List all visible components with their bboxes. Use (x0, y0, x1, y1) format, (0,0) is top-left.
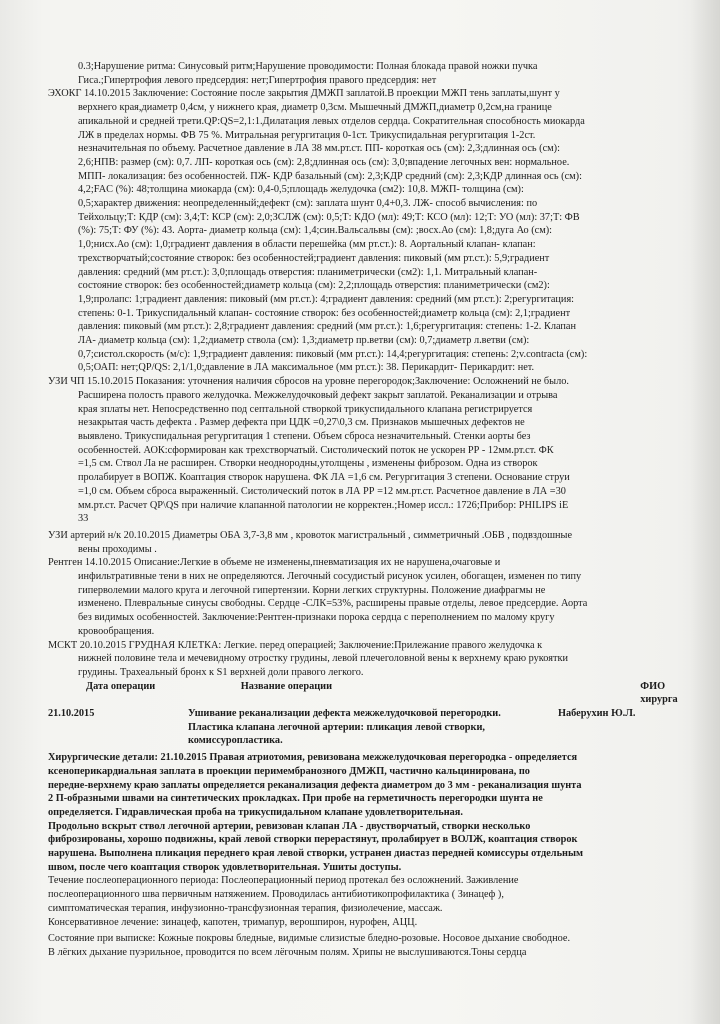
text-line: Расширена полость правого желудочка. Межжелудочковый дефект закрыт заплатой. Реканализации и отрыва (78, 389, 558, 401)
text-line: УЗИ ЧП 15.10.2015 Показания: уточнения наличия сбросов на уровне перегородок;Заключение: Осложнений не было. (48, 376, 569, 388)
text-line: нижней половине тела и мечевидному отростку грудины, левой плечеголовной вены к верхнему краю рукоятки (78, 653, 568, 665)
text-line: Рентген 14.10.2015 Описание:Легкие в объеме не изменены,пневматизация их не нарушена,очаговые и (48, 557, 501, 569)
text-line: мм.рт.ст. Расчет QP\QS при наличие клапанной патологии не корректен.;Номер иссл.: 1726;Прибор: PHILIPS iE (78, 499, 569, 511)
header-surgeon: ФИО хирурга (640, 680, 678, 706)
text-line: передне-верхнему краю заплаты определяется реканализация дефекта диаметром до 3 мм - реканализация шунта (48, 779, 582, 791)
text-line: швом, после чего коаптация створок удовлетворительная. Ушиты доступы. (48, 861, 402, 873)
text-line: ксеноперикардиальная заплата в проекции перимембранозного ДМЖП, частично кальцинирована, по (48, 765, 530, 777)
document-body (48, 60, 698, 960)
text-line: вены проходимы . (78, 543, 157, 555)
text-line: =1,5 см. Ствол Ла не расширен. Створки неоднородны,утолщены , изменены фиброзом. Одна из створок (78, 458, 538, 470)
text-line: Консервативное лечение: зинацеф, капотен, тримапур, верошпирон, нурофен, АЦЦ. (48, 916, 418, 928)
exam-results-section (48, 60, 698, 680)
text-line: давления: пиковый (мм рт.ст.): 2,8;градиент давления: средний (мм рт.ст.): 1,6;регургитация: степень: 1-2. Клапан (78, 321, 576, 333)
text-line: инфильтративные тени в них не определяются. Легочный сосудистый рисунок усилен, обогащен, изменен по типу (78, 571, 582, 583)
text-line: =1,0 см. Объем сброса выраженный. Систолический поток в ЛА РР =12 мм.рт.ст. Расчетное давление в ЛА =30 (78, 485, 566, 497)
header-operation-name: Название операции (240, 680, 333, 692)
text-line: 2,6;НПВ: размер (см): 0,7. ЛП- короткая ось (см): 2,8;длинная ось (см): 3,0;впадение легочных вен: нормальное. (78, 156, 570, 168)
text-line: степень: 0-1. Трикуспидальный клапан- состояние створок: без особенностей;диаметр кольца (см): 2,1;градиент (78, 307, 571, 319)
text-line: незначительная по объему. Расчетное давление в ЛА 38 мм.рт.ст. ПП- короткая ось (см): 2,3;длинная ось (см): (78, 143, 560, 155)
text-line: (%): 75;Т: ФУ (%): 43. Аорта- диаметр кольца (см): 1,4;син.Вальсальвы (см): ;восх.Ао (см): 1,8;дуга Ао (см): (78, 225, 553, 237)
text-line: верхнего края,диаметр 0,4см, у нижнего края, диаметр 0,3см. Мышечный ДМЖП,диаметр 0,2см,на границе (78, 102, 552, 114)
text-line: ЛА- диаметр кольца (см): 1,2;диаметр ствола (см): 1,3;диаметр пр.ветви (см): 0,7;диаметр л.ветви (см): (78, 335, 530, 347)
text-line: фиброзированы, хорошо подвижны, край левой створки перерастянут, пролабирует в ВОЛЖ, коаптация створок (48, 834, 578, 846)
text-line: 2 П-образными швами на синтетических прокладках. При пробе на герметичность перегородки шунта не (48, 793, 543, 805)
text-line: края зплаты нет. Непосредственно под септальной створкой трикуспидального клапана регистрируется (78, 403, 533, 415)
text-line: кровообращения. (78, 625, 155, 637)
text-line: определяется. Гидравлическая проба на трикуспидальном клапане удовлетворительная. (48, 806, 463, 818)
text-line: пролабирует в ВОПЖ. Коаптация створок нарушена. ФК ЛА =1,6 см. Регургитация 3 степени. Основание струи (78, 472, 570, 484)
text-line: гиперволемии малого круга и легочной гипертензии. Корни легких структурны. Положение диафрагмы не (78, 584, 546, 596)
text-line: 0,5;ОАП: нет;QP/QS: 2,1/1,0;давление в ЛА максимальное (мм рт.ст.): 38. Перикардит- Перикардит: нет. (78, 362, 535, 374)
postoperative-section (48, 874, 698, 959)
text-line: симптоматическая терапия, инфузионно-трансфузионная терапия, физиолечение, массаж. (48, 902, 443, 914)
text-line: Тейхольцу;Т: КДР (см): 3,4;Т: КСР (см): 2,0;ЗСЛЖ (см): 0,5;Т: КДО (мл): 49;Т: КСО (мл): 12;Т: УО (мл): 37;Т: ФВ (78, 211, 580, 223)
text-line: апикальной и средней трети.QP:QS=2,1:1.Дилатация левых отделов сердца. Сократительная способность миокарда (78, 115, 585, 127)
operation-date: 21.10.2015 (48, 708, 95, 720)
text-line: нарушена. Выполнена пликация переднего края левой створки, устранен диастаз передней комиссуры отдельным (48, 848, 584, 860)
text-line: изменено. Плевральные синусы свободны. Сердце -СЛК=53%, расширены правые отделы, левое предсердие. Аорта (78, 598, 588, 610)
operation-surgeon: Наберухин Ю.Л. (558, 708, 636, 720)
text-line: Состояние при выписке: Кожные покровы бледные, видимые слизистые бледно-розовые. Носовое дыхание свободное. (48, 933, 571, 945)
text-line: 1,9;пролапс: 1;градиент давления: пиковый (мм рт.ст.): 4;градиент давления: средний (мм рт.ст.): 2;регургитация: (78, 293, 575, 305)
text-line: ЭХОКГ 14.10.2015 Заключение: Состояние после закрытия ДМЖП заплатой.В проекции МЖП тень заплаты,шунт у (48, 88, 560, 100)
text-line: давления: средний (мм рт.ст.): 3,0;площадь отверстия: планиметрически (см2): 1,1. Митральный клапан- (78, 266, 538, 278)
text-line: незакрытая часть дефекта . Размер дефекта при ЦДК =0,27\0,3 см. Признаков мышечных дефектов не (78, 417, 525, 429)
text-line: без видимых особенностей. Заключение:Рентген-признаки порока сердца с переполнением по малому кругу (78, 612, 555, 624)
operation-name (188, 707, 558, 748)
text-line: выявлено. Трикуспидальная регургитация 1 степени. Объем сброса незначительный. Стенки аорты без (78, 430, 531, 442)
text-line: состояние створок: без особенностей;диаметр кольца (см): 2,2;площадь отверстия: планиметрически (см2): (78, 280, 550, 292)
text-line: 0,5;характер движения: неопределенный;дефект (см): заплата шунт 0,4+0,3. ЛЖ- способ вычисления: по (78, 198, 538, 210)
surgical-details-section (48, 751, 698, 874)
operation-name-line: Ушивание реканализации дефекта межжелудочковой перегородки. (188, 708, 501, 720)
text-line: 4,2;FAC (%): 48;толщина миокарда (см): 0,4-0,5;площадь желудочка (см2): 10,8. МЖП- толщина (см): (78, 184, 524, 196)
text-line: 1,0;нисх.Ао (см): 1,0;градиент давления в области перешейка (мм рт.ст.): 8. Аортальный клапан- клапан: (78, 239, 536, 251)
text-line: Гиса.;Гипертрофия левого предсердия: нет;Гипертрофия правого предсердия: нет (78, 74, 437, 86)
text-line: особенностей. АОК:сформирован как трехстворчатый. Систолический поток не ускорен РР - 12мм.рт.ст. ФК (78, 444, 554, 456)
text-line: послеоперационного шва первичным натяжением. Проводилась антибиотикопрофилактика ( Зинацеф ), (48, 889, 504, 901)
text-line: ЛЖ в пределах нормы. ФВ 75 %. Митральная регургитация 0-1ст. Трикуспидальная регургитация 1-2ст. (78, 129, 536, 141)
text-line: 0.3;Нарушение ритма: Синусовый ритм;Нарушение проводимости: Полная блокада правой ножки пучка (78, 61, 538, 72)
text-line: Течение послеоперационного периода: Послеоперационный период протекал без осложнений. Заживление (48, 875, 519, 887)
operations-table-header (48, 680, 698, 707)
text-line: Продольно вскрыт ствол легочной артерии, ревизован клапан ЛА - двустворчатый, створки несколько (48, 820, 531, 832)
text-line: Хирургические детали: 21.10.2015 Правая атриотомия, ревизована межжелудочковая перегородка - определяется (48, 752, 578, 764)
header-date: Дата операции (86, 680, 156, 692)
text-line: УЗИ артерий н/к 20.10.2015 Диаметры ОБА 3,7-3,8 мм , кровоток магистральный , симметричный .ОБВ , подвздошные (48, 529, 573, 541)
operation-row (48, 707, 698, 748)
operation-name-line: Пластика клапана легочной артерии: пликация левой створки, (188, 721, 485, 733)
operation-name-line: комиссуропластика. (188, 735, 283, 747)
text-line: 33 (78, 513, 89, 525)
text-line: грудины. Трахеальный бронх к S1 верхней доли правого легкого. (78, 666, 364, 678)
text-line: трехстворчатый;состояние створок: без особенностей;градиент давления: пиковый (мм рт.ст.): 5,9;градиент (78, 252, 550, 264)
text-line: 0,7;систол.скорость (м/с): 1,9;градиент давления: пиковый (мм рт.ст.): 14,4;регургитация: степень: 2;v.contracta (см): (78, 348, 588, 360)
text-line: МСКТ 20.10.2015 ГРУДНАЯ КЛЕТКА: Легкие. перед операцией; Заключение:Прилежание правого желудочка к (48, 639, 543, 651)
text-line: МПП- локализация: без особенностей. ПЖ- КДР базальный (см): 2,3;КДР средний (см): 2,3;КДР длинная ось (см): (78, 170, 582, 182)
text-line: В лёгких дыхание пуэрильное, проводится по всем лёгочным полям. Хрипы не выслушиваются.Тоны сердца (48, 947, 527, 958)
